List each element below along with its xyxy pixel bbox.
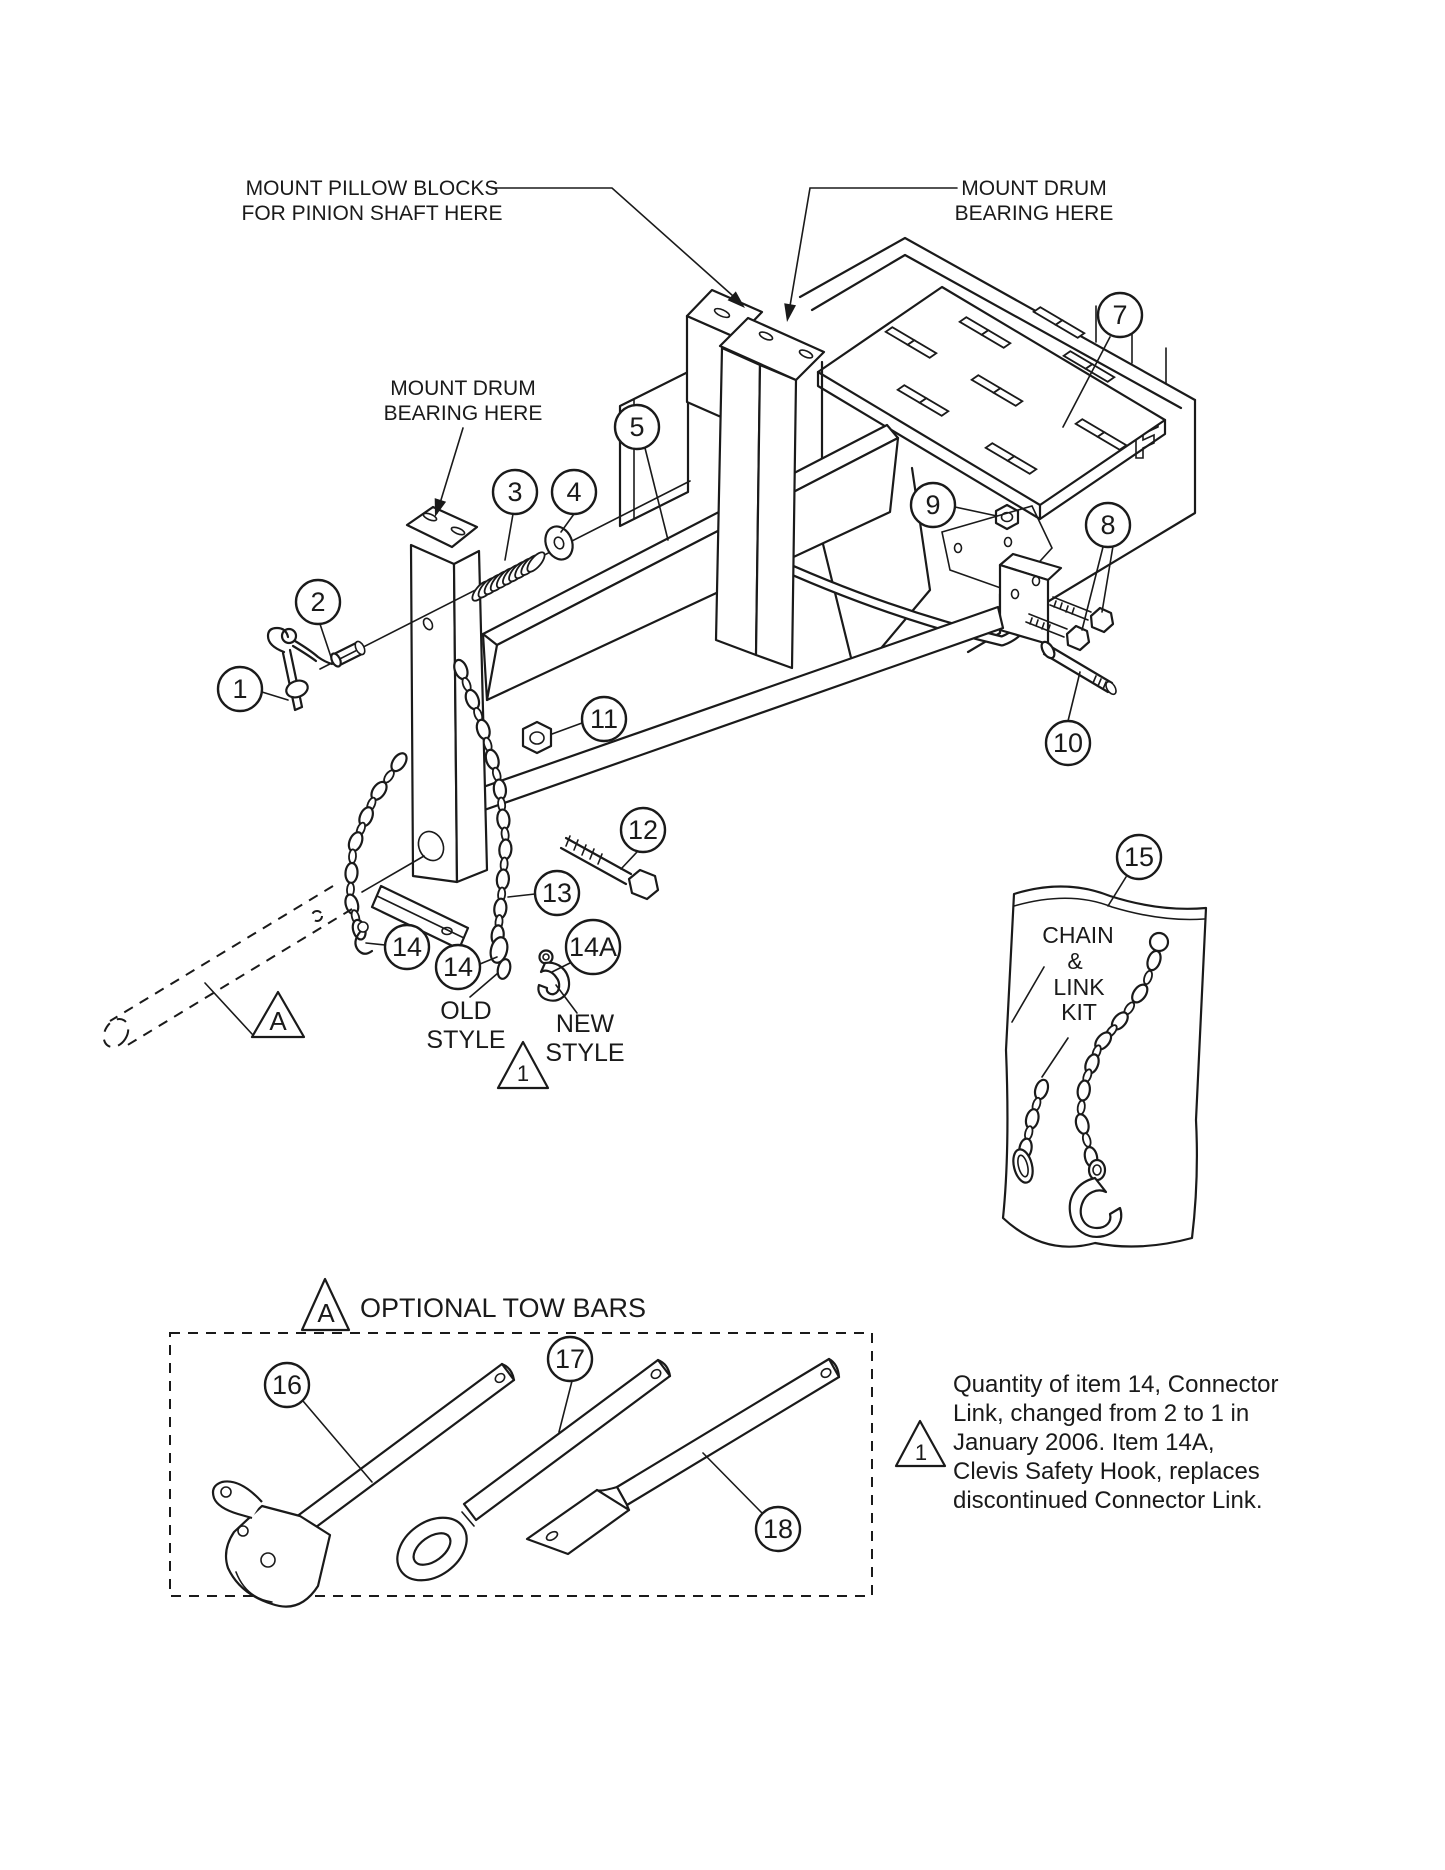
phantom-tow-bar	[99, 886, 352, 1052]
post-top-plate	[407, 507, 477, 547]
tow-bar-17	[385, 1360, 670, 1593]
leader-13	[508, 894, 535, 897]
svg-text:14A: 14A	[568, 932, 618, 962]
note-line-4: Clevis Safety Hook, replaces	[953, 1458, 1260, 1485]
beam-end-cap	[483, 634, 487, 700]
svg-text:8: 8	[1100, 510, 1116, 540]
leader-16	[303, 1401, 372, 1482]
leader-14-left	[366, 943, 385, 945]
clevis-safety-hook-14a	[538, 951, 569, 1001]
note-block	[896, 1371, 1279, 1514]
label-drum-right-line1: MOUNT DRUM	[961, 177, 1107, 200]
note-line-5: discontinued Connector Link.	[953, 1487, 1263, 1514]
svg-text:13: 13	[541, 878, 573, 908]
callout-5	[615, 405, 659, 449]
kit-text-4: KIT	[1061, 999, 1097, 1025]
pillow-leader	[492, 188, 742, 304]
leader-18	[703, 1453, 762, 1513]
callout-18	[756, 1507, 800, 1551]
leader-11	[552, 723, 582, 734]
label-old-1: OLD	[440, 997, 492, 1025]
kit-text-3: LINK	[1053, 974, 1105, 1000]
callout-14a	[566, 920, 620, 974]
label-drum-left-line2: BEARING HERE	[383, 402, 543, 425]
callout-2	[296, 580, 340, 624]
chain-link-kit-bag	[1003, 886, 1206, 1246]
svg-text:16: 16	[271, 1370, 303, 1400]
callout-4	[552, 470, 596, 514]
leader-10	[1068, 672, 1080, 721]
header-a-label: A	[317, 1298, 335, 1328]
svg-text:7: 7	[1112, 300, 1128, 330]
note-line-1: Quantity of item 14, Connector	[953, 1371, 1279, 1398]
callout-12	[621, 808, 665, 852]
label-old-2: STYLE	[426, 1026, 506, 1054]
flag-a-leader	[205, 983, 252, 1034]
leader-9	[955, 507, 997, 516]
tube-dashed-end	[99, 1014, 134, 1051]
svg-text:9: 9	[925, 490, 941, 520]
note-line-3: January 2006. Item 14A,	[953, 1429, 1215, 1456]
callout-16	[265, 1363, 309, 1407]
washer-4	[541, 522, 578, 563]
svg-text:5: 5	[629, 412, 645, 442]
label-pillow-line1: MOUNT PILLOW BLOCKS	[245, 177, 499, 200]
svg-text:14: 14	[391, 932, 423, 962]
callout-11	[582, 697, 626, 741]
leader-1	[262, 692, 288, 700]
callout-1	[218, 667, 262, 711]
callout-17	[548, 1337, 592, 1381]
flag-a-label: A	[269, 1006, 287, 1036]
svg-text:11: 11	[589, 704, 619, 734]
kit-text-2: &	[1067, 948, 1083, 974]
callout-9	[911, 483, 955, 527]
svg-text:3: 3	[507, 477, 523, 507]
svg-text:18: 18	[762, 1514, 794, 1544]
leader-12	[621, 852, 637, 869]
label-new-1: NEW	[555, 1010, 615, 1038]
callout-15	[1117, 835, 1161, 879]
nut-11	[523, 722, 551, 753]
callout-7	[1098, 293, 1142, 337]
callout-13	[535, 871, 579, 915]
note-1-label: 1	[914, 1440, 928, 1465]
leader-4	[561, 514, 574, 532]
pivot-hole-2	[1005, 538, 1012, 547]
svg-text:12: 12	[627, 815, 659, 845]
label-pillow-line2: FOR PINION SHAFT HERE	[241, 202, 503, 225]
callout-14-left	[385, 925, 429, 969]
callout-8	[1086, 503, 1130, 547]
label-drum-right-line2: BEARING HERE	[954, 202, 1114, 225]
hairpin-clip-2	[282, 629, 332, 664]
optional-tow-bars-box	[170, 1279, 872, 1607]
optional-tow-bars-title: OPTIONAL TOW BARS	[360, 1293, 647, 1323]
label-drum-left-line1: MOUNT DRUM	[390, 377, 536, 400]
svg-text:1: 1	[232, 674, 248, 704]
flag-1-label: 1	[516, 1061, 530, 1086]
tube-dashed-sides	[110, 886, 352, 1046]
callout-3	[493, 470, 537, 514]
spring-3	[469, 550, 547, 604]
post-front-face	[411, 545, 457, 882]
leader-3	[505, 514, 513, 560]
pivot-hole-1	[955, 544, 962, 553]
beam-front-face	[487, 438, 898, 700]
label-new-2: STYLE	[545, 1039, 625, 1067]
svg-text:14: 14	[442, 952, 474, 982]
kit-text-1: CHAIN	[1042, 922, 1114, 948]
leader-2	[320, 624, 331, 657]
svg-text:4: 4	[566, 477, 582, 507]
svg-text:15: 15	[1123, 842, 1155, 872]
nut-9	[996, 505, 1018, 529]
callout-10	[1046, 721, 1090, 765]
tube-dashed-hole	[312, 911, 322, 921]
svg-text:17: 17	[554, 1344, 586, 1374]
callout-14-right	[436, 945, 480, 989]
note-line-2: Link, changed from 2 to 1 in	[953, 1400, 1250, 1427]
tow-bar-16	[213, 1364, 514, 1607]
svg-text:2: 2	[310, 587, 326, 617]
svg-text:10: 10	[1052, 728, 1084, 758]
jack-post	[362, 507, 487, 949]
hitch-pin-1	[268, 628, 310, 710]
drum-right-arrowhead-icon	[784, 303, 796, 322]
